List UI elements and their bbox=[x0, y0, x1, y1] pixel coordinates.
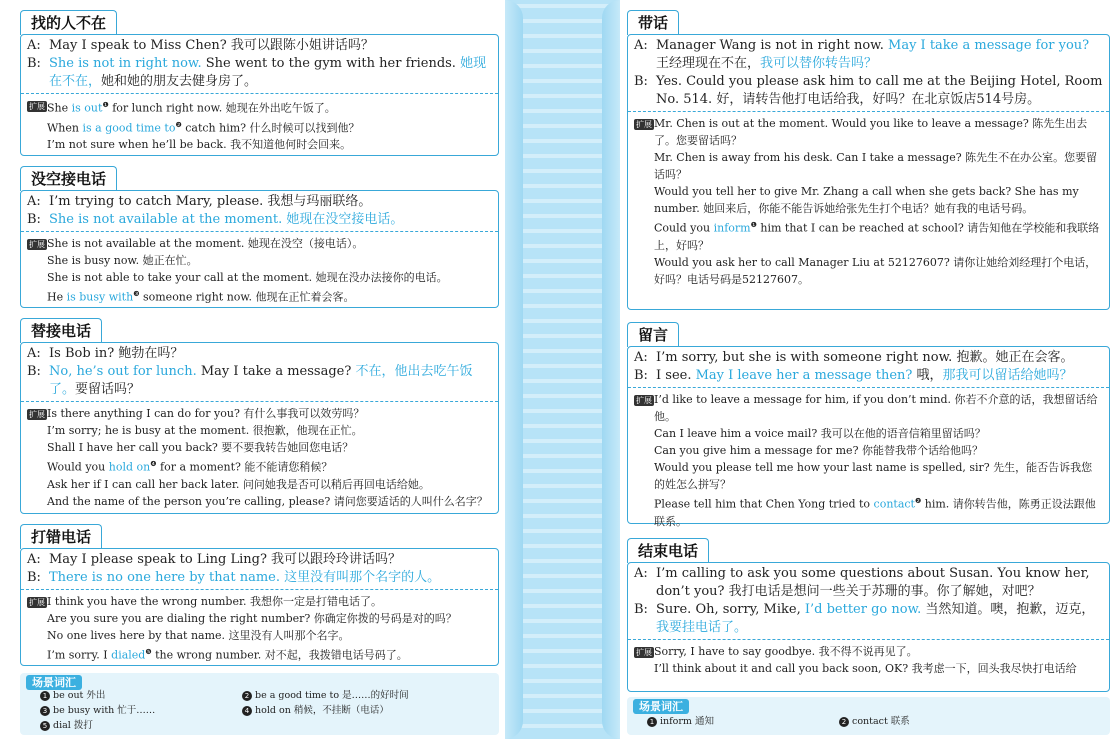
extended-segment: She is not able to take your call at the moment. 她现在没办法接你的电话。 bbox=[47, 271, 448, 284]
dialog-segment: 要留话吗？ bbox=[75, 382, 141, 397]
extended-text bbox=[654, 493, 1103, 530]
extended-text bbox=[47, 97, 492, 117]
dialog-block bbox=[21, 191, 498, 232]
vocab-box-left bbox=[20, 673, 499, 735]
extended-block bbox=[628, 112, 1109, 290]
dialog-segment: I’m sorry, but she is with someone right now. 抱歉。她正在会客。 bbox=[656, 350, 1074, 365]
extended-segment: Is there anything I can do for you? 有什么事我可以效劳吗？ bbox=[47, 407, 365, 420]
extended-text bbox=[47, 252, 492, 269]
extended-segment: She is busy now. 她正在忙。 bbox=[47, 254, 198, 267]
extended-text bbox=[654, 115, 1103, 149]
extended-block bbox=[21, 402, 498, 512]
speaker-label: A: bbox=[27, 194, 41, 209]
extended-badge-slot bbox=[27, 610, 47, 627]
key-sentence: May I leave her a message then? bbox=[695, 368, 913, 383]
extended-badge-slot bbox=[634, 254, 654, 288]
key-phrase: dialed bbox=[111, 648, 146, 662]
extended-text bbox=[47, 235, 492, 252]
extended-line bbox=[27, 456, 492, 476]
extended-line bbox=[27, 493, 492, 510]
extended-badge-slot bbox=[634, 643, 654, 660]
extended-line bbox=[27, 235, 492, 252]
vocab-box-right bbox=[627, 697, 1110, 735]
extended-segment: When bbox=[47, 121, 83, 135]
dialog-block bbox=[628, 35, 1109, 112]
section-box bbox=[20, 548, 499, 666]
dialog-segment: I see. bbox=[656, 368, 696, 383]
extended-line bbox=[27, 644, 492, 664]
extended-line bbox=[27, 405, 492, 422]
extended-badge-slot bbox=[27, 593, 47, 610]
speaker-label: B: bbox=[634, 368, 648, 383]
extended-line bbox=[634, 425, 1103, 442]
section-person-not-in bbox=[20, 10, 499, 156]
vocab-text: be out 外出 bbox=[53, 690, 106, 701]
extended-badge-slot bbox=[634, 425, 654, 442]
key-sentence: No, he’s out for lunch. bbox=[49, 364, 197, 379]
extended-block bbox=[628, 388, 1109, 532]
dialog-segment: 王经理现在不在， bbox=[656, 56, 761, 71]
extended-segment: for lunch right now. 她现在外出吃午饭了。 bbox=[108, 101, 336, 115]
extended-text bbox=[47, 422, 492, 439]
extended-segment: Would you ask her to call Manager Liu at 52127607? 请你让她给刘经理打个电话，好吗？电话号码是52127607。 bbox=[654, 255, 1097, 286]
extended-text bbox=[47, 644, 492, 664]
extended-segment: Sorry, I have to say goodbye. 我不得不说再见了。 bbox=[654, 645, 918, 658]
extended-text bbox=[654, 660, 1103, 677]
extended-line bbox=[27, 422, 492, 439]
vocab-number: 2 bbox=[839, 717, 849, 727]
extended-line bbox=[634, 660, 1103, 677]
vocab-text: dial 拨打 bbox=[53, 720, 93, 731]
extended-segment: the wrong number. 对不起，我拨错电话号码了。 bbox=[151, 648, 408, 662]
extended-text bbox=[654, 459, 1103, 493]
dialog-segment: I’m trying to catch Mary, please. 我想与玛丽联络。 bbox=[49, 194, 372, 209]
vocab-item bbox=[839, 715, 910, 728]
extended-badge-slot bbox=[634, 217, 654, 254]
extended-badge-slot bbox=[27, 627, 47, 644]
dialog-line bbox=[27, 363, 492, 399]
extended-segment: Shall I have her call you back? 要不要我转告她回您电话？ bbox=[47, 441, 354, 454]
dialog-segment: Manager Wang is not in right now. bbox=[656, 38, 889, 53]
section-title: 没空接电话 bbox=[20, 166, 117, 191]
key-sentence: 我可以替你转告吗？ bbox=[760, 56, 878, 71]
extended-block bbox=[628, 640, 1109, 679]
speaker-label: B: bbox=[27, 364, 41, 379]
key-phrase: inform bbox=[713, 221, 751, 235]
speaker-label: A: bbox=[634, 350, 648, 365]
dialog-text bbox=[49, 569, 492, 587]
extended-text bbox=[654, 425, 1103, 442]
extended-segment: No one lives here by that name. 这里没有人叫那个名字。 bbox=[47, 629, 350, 642]
extended-text bbox=[654, 442, 1103, 459]
extended-segment: Please tell him that Chen Yong tried to bbox=[654, 497, 874, 511]
extended-text bbox=[654, 183, 1103, 217]
key-phrase: contact bbox=[873, 497, 915, 511]
speaker-label: A: bbox=[27, 552, 41, 567]
extended-badge-slot bbox=[27, 252, 47, 269]
dialog-text bbox=[656, 367, 1103, 385]
key-sentence: 那我可以留话给她吗？ bbox=[942, 368, 1073, 383]
extended-line bbox=[634, 149, 1103, 183]
section-title: 结束电话 bbox=[627, 538, 709, 563]
extended-line bbox=[634, 643, 1103, 660]
dialog-segment: Is Bob in? 鲍勃在吗？ bbox=[49, 346, 184, 361]
extended-badge: 扩展 bbox=[636, 648, 652, 657]
section-box bbox=[627, 34, 1110, 310]
extended-text bbox=[654, 149, 1103, 183]
extended-segment: Ask her if I can call her back later. 问问她我是否可以稍后再回电话给她。 bbox=[47, 477, 430, 491]
extended-segment: She is not available at the moment. 她现在没空（接电话）。 bbox=[47, 237, 364, 250]
extended-line bbox=[634, 217, 1103, 254]
dialog-line bbox=[27, 211, 492, 229]
section-not-available bbox=[20, 166, 499, 308]
extended-badge-slot bbox=[27, 136, 47, 153]
extended-badge-slot bbox=[27, 286, 47, 306]
extended-segment: Could you bbox=[654, 221, 714, 235]
extended-segment: Would you bbox=[47, 460, 109, 474]
key-sentence: She is not available at the moment. 她现在没空接电话。 bbox=[49, 212, 404, 227]
vocab-title: 场景词汇 bbox=[633, 699, 689, 714]
dialog-segment: 她和她的朋友去健身房了。 bbox=[101, 74, 258, 89]
section-end-call bbox=[627, 538, 1110, 692]
extended-badge-slot bbox=[27, 644, 47, 664]
vocab-number: 2 bbox=[242, 691, 252, 701]
dialog-text bbox=[49, 363, 492, 399]
extended-line bbox=[27, 117, 492, 137]
dialog-segment: 哦， bbox=[912, 368, 943, 383]
extended-segment: I’ll think about it and call you back soon, OK? 我考虑一下，回头我尽快打电话给 bbox=[654, 662, 1077, 675]
extended-badge: 扩展 bbox=[29, 240, 45, 249]
dialog-segment: Sure. Oh, sorry, Mike, bbox=[656, 602, 805, 617]
extended-segment: Can you give him a message for me? 你能替我带个话给他吗？ bbox=[654, 444, 983, 457]
extended-line bbox=[27, 610, 492, 627]
extended-line bbox=[27, 252, 492, 269]
speaker-label: A: bbox=[634, 566, 648, 581]
dialog-segment: I’m calling to ask you some questions about Susan. You know her, don’t you? 我打电话是想问一些关于苏珊的事。你了解她，对吧？ bbox=[656, 566, 1090, 599]
section-box bbox=[20, 190, 499, 308]
speaker-label: A: bbox=[634, 38, 648, 53]
key-sentence: 她现在不在， bbox=[49, 56, 487, 89]
extended-segment: catch him? 什么时候可以找到他？ bbox=[181, 121, 360, 135]
dialog-text bbox=[49, 55, 492, 91]
section-box bbox=[20, 342, 499, 514]
extended-badge: 扩展 bbox=[636, 120, 652, 129]
key-sentence: 我要挂电话了。 bbox=[656, 620, 748, 635]
section-wrong-number bbox=[20, 524, 499, 666]
section-take-message bbox=[627, 10, 1110, 310]
dialog-text bbox=[656, 565, 1103, 601]
vocab-text: be a good time to 是……的好时间 bbox=[255, 690, 409, 701]
extended-line bbox=[634, 254, 1103, 288]
extended-segment: I’m sorry. I bbox=[47, 648, 112, 662]
extended-text bbox=[654, 643, 1103, 660]
extended-line bbox=[634, 115, 1103, 149]
extended-text bbox=[47, 439, 492, 456]
page-fold-left bbox=[505, 0, 523, 739]
key-sentence: There is no one here by that name. 这里没有叫那个名字的人。 bbox=[49, 570, 441, 585]
extended-line bbox=[27, 269, 492, 286]
dialog-text bbox=[49, 37, 492, 55]
extended-badge-slot bbox=[27, 476, 47, 493]
extended-text bbox=[654, 217, 1103, 254]
speaker-label: B: bbox=[27, 56, 41, 71]
extended-badge-slot bbox=[27, 493, 47, 510]
footnote-marker: ❹ bbox=[150, 460, 157, 468]
speaker-label: B: bbox=[27, 212, 41, 227]
extended-text bbox=[47, 286, 492, 306]
vocab-item bbox=[40, 719, 93, 732]
extended-badge-slot bbox=[27, 235, 47, 252]
extended-line bbox=[634, 442, 1103, 459]
extended-text bbox=[654, 254, 1103, 288]
section-title: 留言 bbox=[627, 322, 679, 347]
vocab-item bbox=[242, 689, 409, 702]
extended-badge-slot bbox=[634, 442, 654, 459]
extended-badge-slot bbox=[634, 183, 654, 217]
footnote-marker: ❷ bbox=[175, 120, 182, 129]
extended-segment: Mr. Chen is away from his desk. Can I take a message? 陈先生不在办公室。您要留话吗？ bbox=[654, 151, 1098, 181]
extended-badge-slot bbox=[634, 391, 654, 425]
key-phrase: is a good time to bbox=[82, 121, 176, 135]
dialog-line bbox=[27, 551, 492, 569]
extended-line bbox=[27, 97, 492, 117]
dialog-block bbox=[628, 563, 1109, 640]
extended-segment: I’d like to leave a message for him, if you don’t mind. 你若不介意的话，我想留话给他。 bbox=[654, 393, 1098, 423]
extended-segment: Are you sure you are dialing the right number? 你确定你拨的号码是对的吗？ bbox=[47, 612, 457, 625]
extended-text bbox=[47, 117, 492, 137]
vocab-number: 1 bbox=[40, 691, 50, 701]
section-title: 替接电话 bbox=[20, 318, 102, 343]
extended-line bbox=[27, 593, 492, 610]
extended-line bbox=[27, 439, 492, 456]
vocab-item bbox=[242, 704, 389, 717]
extended-text bbox=[47, 627, 492, 644]
extended-segment: And the name of the person you’re calling, please? 请问您要适话的人叫什么名字？ bbox=[47, 494, 488, 508]
extended-segment: him that I can be reached at school? 请告知他在学校能和我联络上，好吗？ bbox=[654, 221, 1100, 252]
speaker-label: B: bbox=[27, 570, 41, 585]
extended-segment: She bbox=[47, 101, 72, 115]
speaker-label: B: bbox=[634, 602, 648, 617]
dialog-segment: May I please speak to Ling Ling? 我可以跟玲玲讲话吗？ bbox=[49, 552, 402, 567]
dialog-block bbox=[628, 347, 1109, 388]
section-box bbox=[627, 346, 1110, 528]
vocab-number: 5 bbox=[40, 721, 50, 731]
dialog-segment: 当然知道。噢，抱歉，迈克， bbox=[921, 602, 1095, 617]
dialog-segment: She went to the gym with her friends. bbox=[201, 56, 461, 71]
dialog-text bbox=[49, 211, 492, 229]
extended-text bbox=[47, 405, 492, 422]
extended-text bbox=[47, 136, 492, 153]
key-phrase: hold on bbox=[108, 460, 151, 474]
extended-segment: Mr. Chen is out at the moment. Would you like to leave a message? 陈先生出去了。您要留话吗？ bbox=[654, 117, 1088, 147]
dialog-line bbox=[27, 55, 492, 91]
key-sentence: I’d better go now. bbox=[804, 602, 922, 617]
extended-segment: Would you please tell me how your last name is spelled, sir? 先生，能否告诉我您的姓怎么拼写？ bbox=[654, 461, 1093, 491]
extended-line bbox=[27, 286, 492, 306]
extended-badge-slot bbox=[634, 660, 654, 677]
extended-badge-slot bbox=[27, 117, 47, 137]
dialog-segment: May I take a message? bbox=[196, 364, 356, 379]
speaker-label: A: bbox=[27, 346, 41, 361]
extended-block bbox=[21, 94, 498, 155]
dialog-line bbox=[27, 193, 492, 211]
vocab-text: hold on 稍候，不挂断（电话） bbox=[255, 705, 389, 716]
dialog-text bbox=[656, 349, 1103, 367]
extended-badge-slot bbox=[27, 439, 47, 456]
section-title: 带话 bbox=[627, 10, 679, 35]
extended-line bbox=[27, 476, 492, 493]
extended-text bbox=[47, 476, 492, 493]
extended-text bbox=[654, 391, 1103, 425]
extended-segment: someone right now. 他现在正忙着会客。 bbox=[139, 290, 355, 304]
dialog-line bbox=[634, 601, 1103, 637]
vocab-number: 3 bbox=[40, 706, 50, 716]
dialog-line bbox=[27, 37, 492, 55]
vocab-text: be busy with 忙于…… bbox=[53, 705, 156, 716]
vocab-text: contact 联系 bbox=[852, 716, 910, 727]
dialog-line bbox=[27, 345, 492, 363]
extended-badge-slot bbox=[27, 422, 47, 439]
extended-text bbox=[47, 493, 492, 510]
vocab-text: inform 通知 bbox=[660, 716, 714, 727]
key-sentence: 不在，他出去吃午饭了。 bbox=[49, 364, 473, 397]
vocab-item bbox=[40, 704, 155, 717]
vocab-number: 1 bbox=[647, 717, 657, 727]
extended-line bbox=[27, 627, 492, 644]
extended-badge-slot bbox=[27, 97, 47, 117]
extended-segment: Can I leave him a voice mail? 我可以在他的语音信箱里留话吗？ bbox=[654, 427, 986, 440]
extended-badge: 扩展 bbox=[29, 598, 45, 607]
extended-text bbox=[47, 593, 492, 610]
section-box bbox=[20, 34, 499, 156]
footnote-marker: ❺ bbox=[145, 648, 152, 656]
footnote-marker: ❸ bbox=[133, 290, 140, 298]
extended-line bbox=[634, 459, 1103, 493]
extended-badge-slot bbox=[27, 456, 47, 476]
extended-badge: 扩展 bbox=[636, 396, 652, 405]
dialog-segment: Yes. Could you please ask him to call me at the Beijing Hotel, Room No. 514. 好，请转告他打电话给我，好吗？在北京饭店514号房。 bbox=[656, 74, 1103, 107]
dialog-block bbox=[21, 343, 498, 402]
extended-badge: 扩展 bbox=[29, 102, 45, 111]
section-title: 打错电话 bbox=[20, 524, 102, 549]
section-box bbox=[627, 562, 1110, 692]
dialog-text bbox=[656, 37, 1103, 73]
speaker-label: A: bbox=[27, 38, 41, 53]
extended-line bbox=[27, 136, 492, 153]
extended-badge: 扩展 bbox=[29, 410, 45, 419]
extended-text bbox=[47, 456, 492, 476]
extended-segment: I think you have the wrong number. 我想你一定是打错电话了。 bbox=[47, 595, 383, 608]
dialog-text bbox=[49, 345, 492, 363]
vocab-title: 场景词汇 bbox=[26, 675, 82, 690]
dialog-text bbox=[656, 601, 1103, 637]
key-sentence: May I take a message for you? bbox=[888, 38, 1090, 53]
section-take-call bbox=[20, 318, 499, 514]
vocab-item bbox=[40, 689, 105, 702]
extended-segment: I’m not sure when he’ll be back. 我不知道他何时会回来。 bbox=[47, 138, 352, 152]
dialog-text bbox=[49, 551, 492, 569]
extended-segment: He bbox=[47, 290, 67, 304]
extended-block bbox=[21, 232, 498, 308]
extended-badge-slot bbox=[27, 269, 47, 286]
extended-segment: Would you tell her to give Mr. Zhang a call when she gets back? She has my number. 她回来后，你能不能告诉她给张先生打个电话？她有我的电话号码。 bbox=[654, 185, 1079, 215]
vocab-item bbox=[647, 715, 714, 728]
dialog-line bbox=[634, 565, 1103, 601]
dialog-block bbox=[21, 549, 498, 590]
speaker-label: B: bbox=[634, 74, 648, 89]
key-sentence: She is not in right now. bbox=[49, 56, 202, 71]
extended-text bbox=[47, 269, 492, 286]
extended-badge-slot bbox=[634, 493, 654, 530]
extended-badge-slot bbox=[634, 115, 654, 149]
extended-block bbox=[21, 590, 498, 666]
page-fold-right bbox=[602, 0, 620, 739]
dialog-block bbox=[21, 35, 498, 94]
dialog-segment: May I speak to Miss Chen? 我可以跟陈小姐讲话吗？ bbox=[49, 38, 374, 53]
dialog-line bbox=[634, 73, 1103, 109]
section-title: 找的人不在 bbox=[20, 10, 117, 35]
vocab-number: 4 bbox=[242, 706, 252, 716]
extended-segment: for a moment? 能不能请您稍候？ bbox=[156, 460, 333, 474]
extended-segment: him. 请你转告他，陈勇正设法跟他联系。 bbox=[654, 497, 1096, 528]
dialog-line bbox=[27, 569, 492, 587]
dialog-line bbox=[634, 37, 1103, 73]
extended-badge-slot bbox=[634, 459, 654, 493]
extended-text bbox=[47, 610, 492, 627]
section-leave-message bbox=[627, 322, 1110, 528]
extended-badge-slot bbox=[27, 405, 47, 422]
footnote-marker: ❷ bbox=[914, 497, 922, 505]
extended-line bbox=[634, 391, 1103, 425]
dialog-text bbox=[49, 193, 492, 211]
footnote-marker: ❶ bbox=[750, 221, 757, 229]
key-phrase: is busy with bbox=[66, 290, 134, 304]
dialog-line bbox=[634, 349, 1103, 367]
extended-badge-slot bbox=[634, 149, 654, 183]
key-phrase: is out bbox=[71, 101, 103, 115]
footnote-marker: ❶ bbox=[102, 101, 109, 109]
dialog-text bbox=[656, 73, 1103, 109]
extended-line bbox=[634, 493, 1103, 530]
extended-segment: I’m sorry; he is busy at the moment. 很抱歉，他现在正忙。 bbox=[47, 424, 363, 437]
extended-line bbox=[634, 183, 1103, 217]
dialog-line bbox=[634, 367, 1103, 385]
